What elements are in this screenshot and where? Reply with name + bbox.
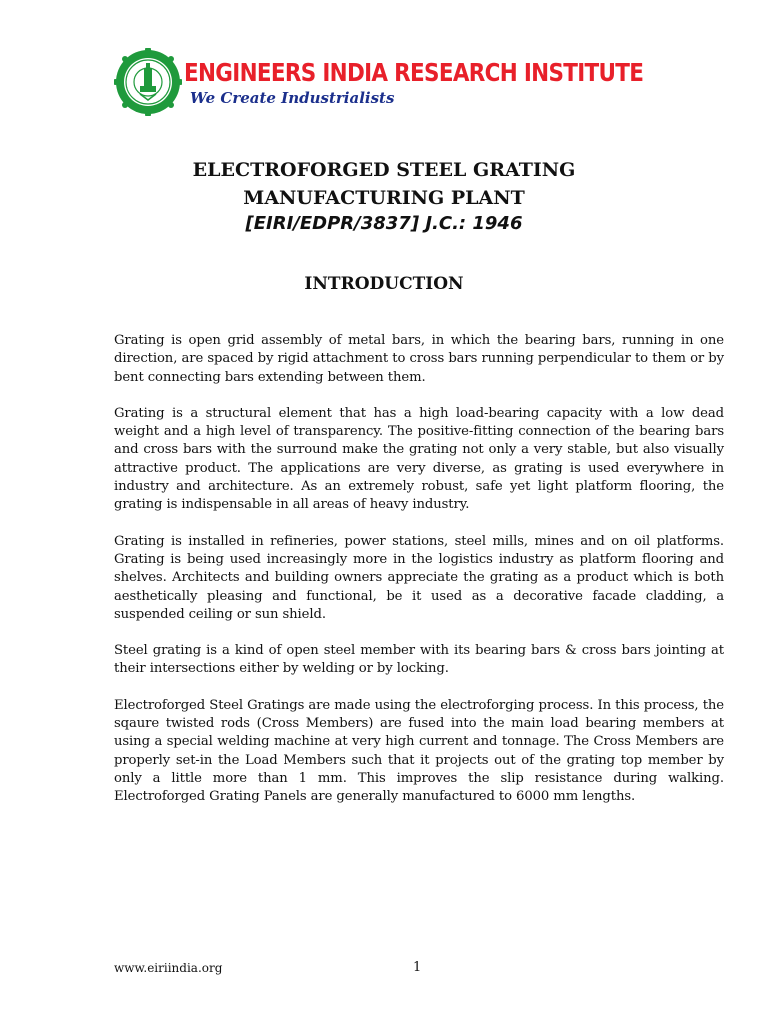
footer-website: www.eiriindia.org [114, 961, 223, 975]
header-logo [114, 48, 644, 118]
paragraph: Electroforged Steel Gratings are made using the electroforging process. In this process, the sqaure twisted rods (Cross Members) are fused into the main load bearing members at using a special welding machine at very high current and tonnage. The Cross Members are properly set-in the Load Members such that it projects out of the grating top member by only a little more than 1 mm. This improves the slip resistance during walking. Electroforged Grating Panels are generally manufactured to 6000 mm lengths. [114, 697, 724, 805]
brand-name: ENGINEERS INDIA RESEARCH INSTITUTE [184, 58, 644, 87]
document-title-line-2: MANUFACTURING PLANT [243, 187, 525, 209]
paragraph: Grating is installed in refineries, power stations, steel mills, mines and on oil platforms. Grating is being used increasingly more in the logistics industry as platform flooring and shelves. Architects and building owners appreciate the grating as a product which is both aesthetically pleasing and functional, be it used as a decorative facade cladding, a suspended ceiling or sun shield. [114, 533, 724, 622]
section-heading: INTRODUCTION [304, 274, 464, 294]
document-body [114, 332, 724, 825]
paragraph: Grating is a structural element that has a high load-bearing capacity with a low dead weight and a high level of transparency. The positive-fitting connection of the bearing bars and cross bars with the surround make the grating not only a very stable, but also visually attractive product. The applications are very diverse, as grating is used everywhere in industry and architecture. As an extremely robust, safe yet light platform flooring, the grating is indispensable in all areas of heavy industry. [114, 405, 724, 513]
paragraph: Grating is open grid assembly of metal bars, in which the bearing bars, running in one direction, are spaced by rigid attachment to cross bars running perpendicular to them or by bent connecting bars extending between them. [114, 333, 724, 385]
institute-seal-icon [114, 48, 182, 116]
document-code: [EIRI/EDPR/3837] J.C.: 1946 [245, 213, 523, 234]
footer-page-number: 1 [413, 960, 422, 975]
paragraph: Steel grating is a kind of open steel member with its bearing bars & cross bars jointing at their intersections either by welding or by locking. [114, 643, 724, 677]
brand-tagline: We Create Industrialists [190, 89, 395, 107]
document-title-line-1: ELECTROFORGED STEEL GRATING [192, 159, 576, 181]
